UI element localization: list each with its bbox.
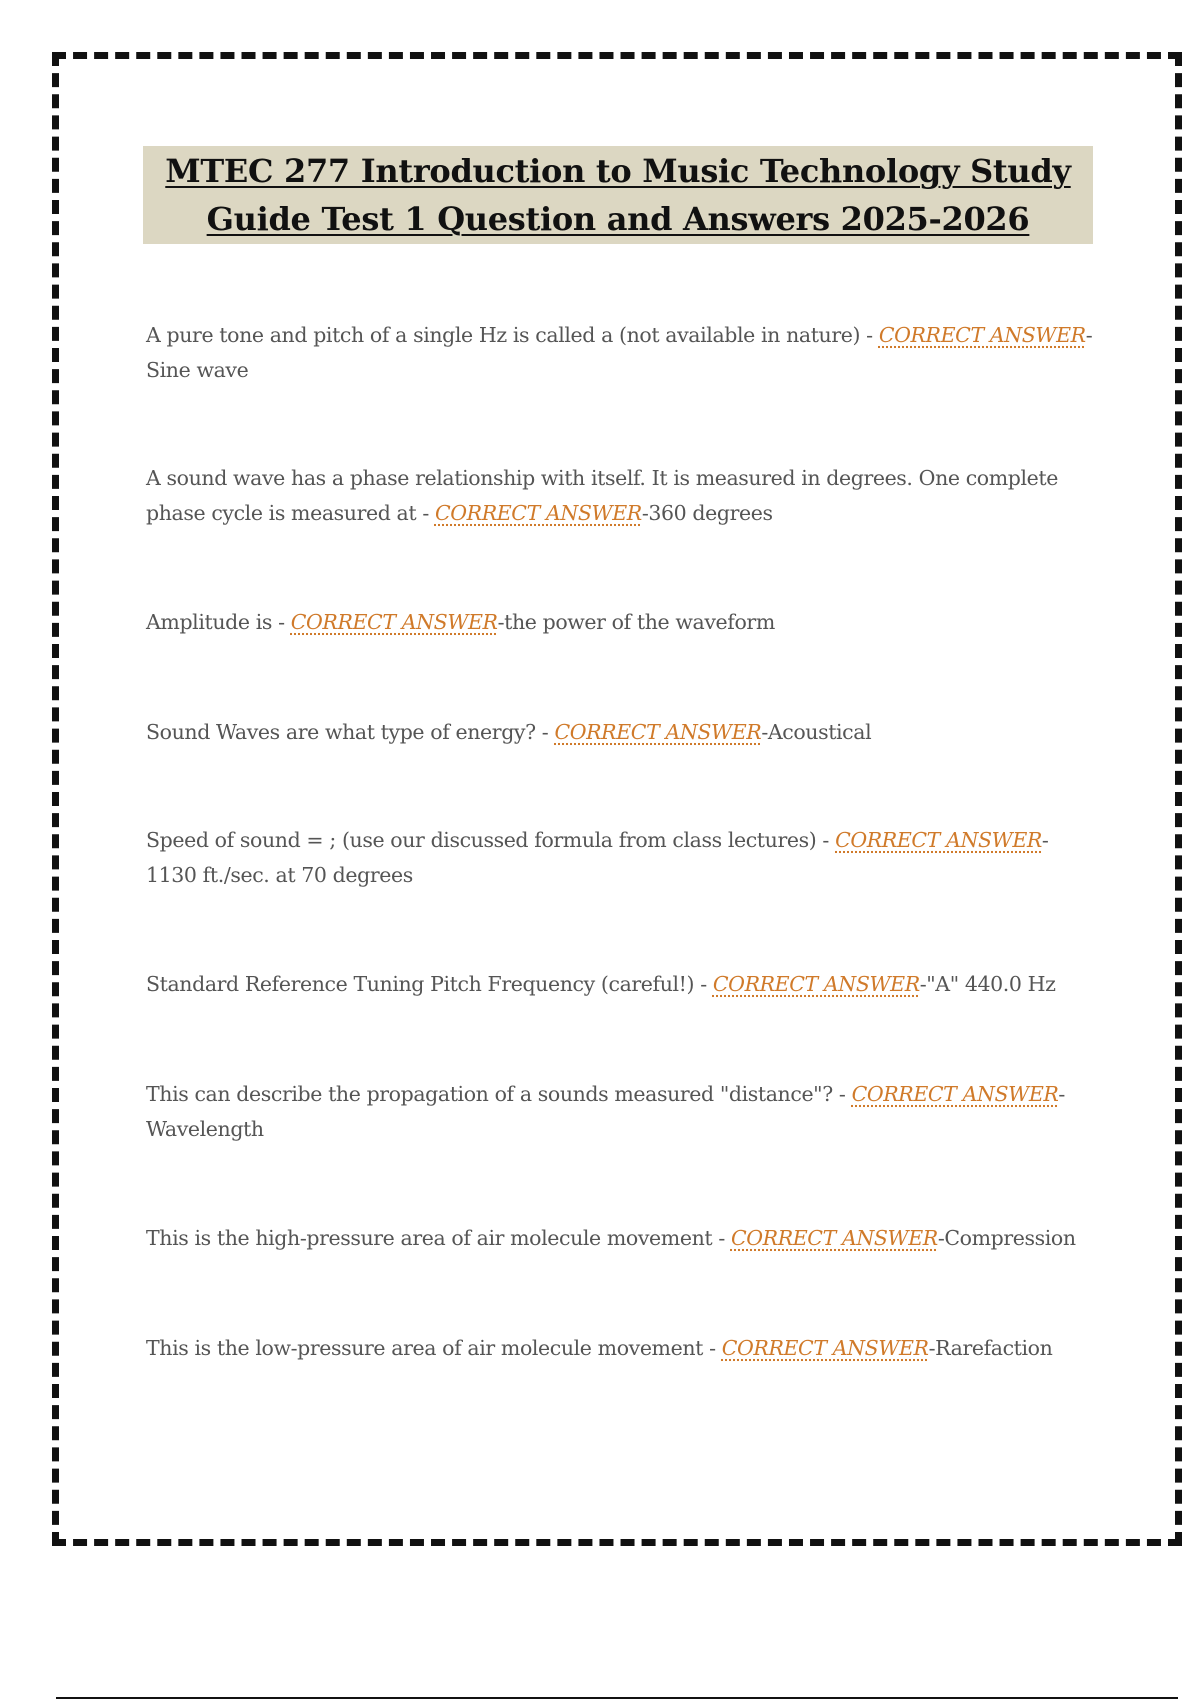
answer-text: -"A" 440.0 Hz [919,972,1056,996]
correct-answer-label: CORRECT ANSWER [730,1226,938,1250]
answer-text: -Sine wave [146,323,1093,382]
question-text: This is the high-pressure area of air molecule movement - [146,1226,731,1250]
answer-text: -360 degrees [641,501,773,525]
correct-answer-label: CORRECT ANSWER [712,972,920,996]
correct-answer-label: CORRECT ANSWER [835,828,1042,852]
qa-item-5 [146,823,1096,893]
question-text: A sound wave has a phase relationship with itself. It is measured in degrees. One complete phase cycle is measured at - [146,466,1058,525]
answer-text: -Wavelength [146,1082,1065,1141]
page-border [52,52,1182,1546]
question-text: Amplitude is - [146,610,291,634]
answer-text: -the power of the waveform [497,610,775,634]
title-box [143,146,1093,244]
qa-item-1 [146,318,1096,388]
document-title-line-1: MTEC 277 Introduction to Music Technology Study [165,152,1071,190]
qa-item-6 [146,967,1096,1002]
correct-answer-label: CORRECT ANSWER [434,501,642,525]
document-title-line-2: Guide Test 1 Question and Answers 2025-2026 [206,200,1030,238]
answer-text: -1130 ft./sec. at 70 degrees [146,828,1049,887]
question-text: Standard Reference Tuning Pitch Frequency (careful!) - [146,972,713,996]
question-text: Sound Waves are what type of energy? - [146,720,555,744]
question-text: This is the low-pressure area of air molecule movement - [146,1336,722,1360]
qa-item-3 [146,605,1096,640]
answer-text: -Compression [937,1226,1076,1250]
correct-answer-label: CORRECT ANSWER [721,1336,929,1360]
qa-item-9 [146,1331,1096,1366]
qa-item-2 [146,461,1096,531]
qa-item-7 [146,1077,1096,1147]
correct-answer-label: CORRECT ANSWER [851,1082,1059,1106]
correct-answer-label: CORRECT ANSWER [290,610,498,634]
question-text: This can describe the propagation of a sounds measured "distance"? - [146,1082,852,1106]
answer-text: -Acoustical [761,720,872,744]
answer-text: -Rarefaction [928,1336,1053,1360]
correct-answer-label: CORRECT ANSWER [878,323,1086,347]
bottom-rule [56,1697,1178,1699]
qa-item-4 [146,715,1096,750]
qa-item-8 [146,1221,1096,1256]
question-text: Speed of sound = ; (use our discussed formula from class lectures) - [146,828,836,852]
correct-answer-label: CORRECT ANSWER [554,720,762,744]
question-text: A pure tone and pitch of a single Hz is called a (not available in nature) - [146,323,879,347]
